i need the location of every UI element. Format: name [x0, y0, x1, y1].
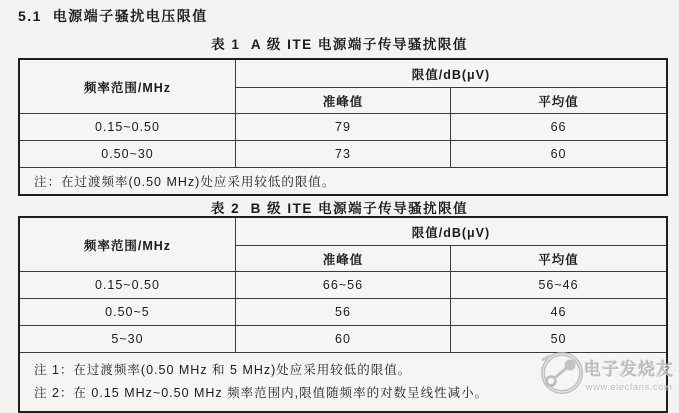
watermark-site-name: 电子发烧友: [584, 360, 674, 379]
col-header-limit: 限值/dB(μV): [235, 59, 667, 88]
freq-range-cell: 0.50~5: [19, 299, 235, 326]
average-cell: 60: [451, 141, 667, 168]
watermark-site-url: www.elecfans.com: [585, 382, 673, 393]
table2-note-1: 注 1：在过渡频率(0.50 MHz 和 5 MHz)处应采用较低的限值。: [34, 362, 412, 377]
quasi-peak-cell: 66~56: [235, 272, 450, 299]
freq-range-cell: 5~30: [19, 326, 235, 353]
freq-range-cell: 0.15~0.50: [19, 272, 235, 299]
col-header-limit: 限值/dB(μV): [235, 217, 667, 246]
col-header-frequency: 频率范围/MHz: [19, 217, 235, 272]
table2-title: 表 2 B 级 ITE 电源端子传导骚扰限值: [210, 201, 469, 216]
col-header-frequency: 频率范围/MHz: [19, 59, 235, 114]
freq-range-cell: 0.50~30: [19, 141, 235, 168]
freq-range-cell: 0.15~0.50: [19, 114, 235, 141]
table2-notes: [19, 353, 667, 413]
table2-note-2: 注 2：在 0.15 MHz~0.50 MHz 频率范围内,限值随频率的对数呈线性减小。: [34, 386, 489, 400]
quasi-peak-cell: 56: [235, 299, 450, 326]
table-row: [19, 326, 667, 353]
quasi-peak-cell: 73: [235, 141, 450, 168]
quasi-peak-cell: 79: [235, 114, 450, 141]
col-header-quasi-peak: 准峰值: [235, 246, 450, 272]
table-note-row: [19, 168, 667, 196]
table-row: [19, 141, 667, 168]
average-cell: 46: [451, 299, 667, 326]
table1-class-a-limits: [18, 58, 668, 196]
average-cell: 66: [451, 114, 667, 141]
table-header-row: [19, 59, 667, 88]
section-heading: 5.1 电源端子骚扰电压限值: [18, 8, 208, 24]
average-cell: 50: [451, 326, 667, 353]
col-header-average: 平均值: [451, 88, 667, 114]
col-header-quasi-peak: 准峰值: [235, 88, 450, 114]
table-header-row: [19, 217, 667, 246]
table1-note: 注：在过渡频率(0.50 MHz)处应采用较低的限值。: [19, 168, 667, 196]
quasi-peak-cell: 60: [235, 326, 450, 353]
table-row: [19, 299, 667, 326]
table-note-row: [19, 353, 667, 413]
col-header-average: 平均值: [451, 246, 667, 272]
table1-title: 表 1 A 级 ITE 电源端子传导骚扰限值: [211, 37, 468, 52]
table2-class-b-limits: [18, 216, 668, 413]
table-row: [19, 272, 667, 299]
table-row: [19, 114, 667, 141]
average-cell: 56~46: [451, 272, 667, 299]
